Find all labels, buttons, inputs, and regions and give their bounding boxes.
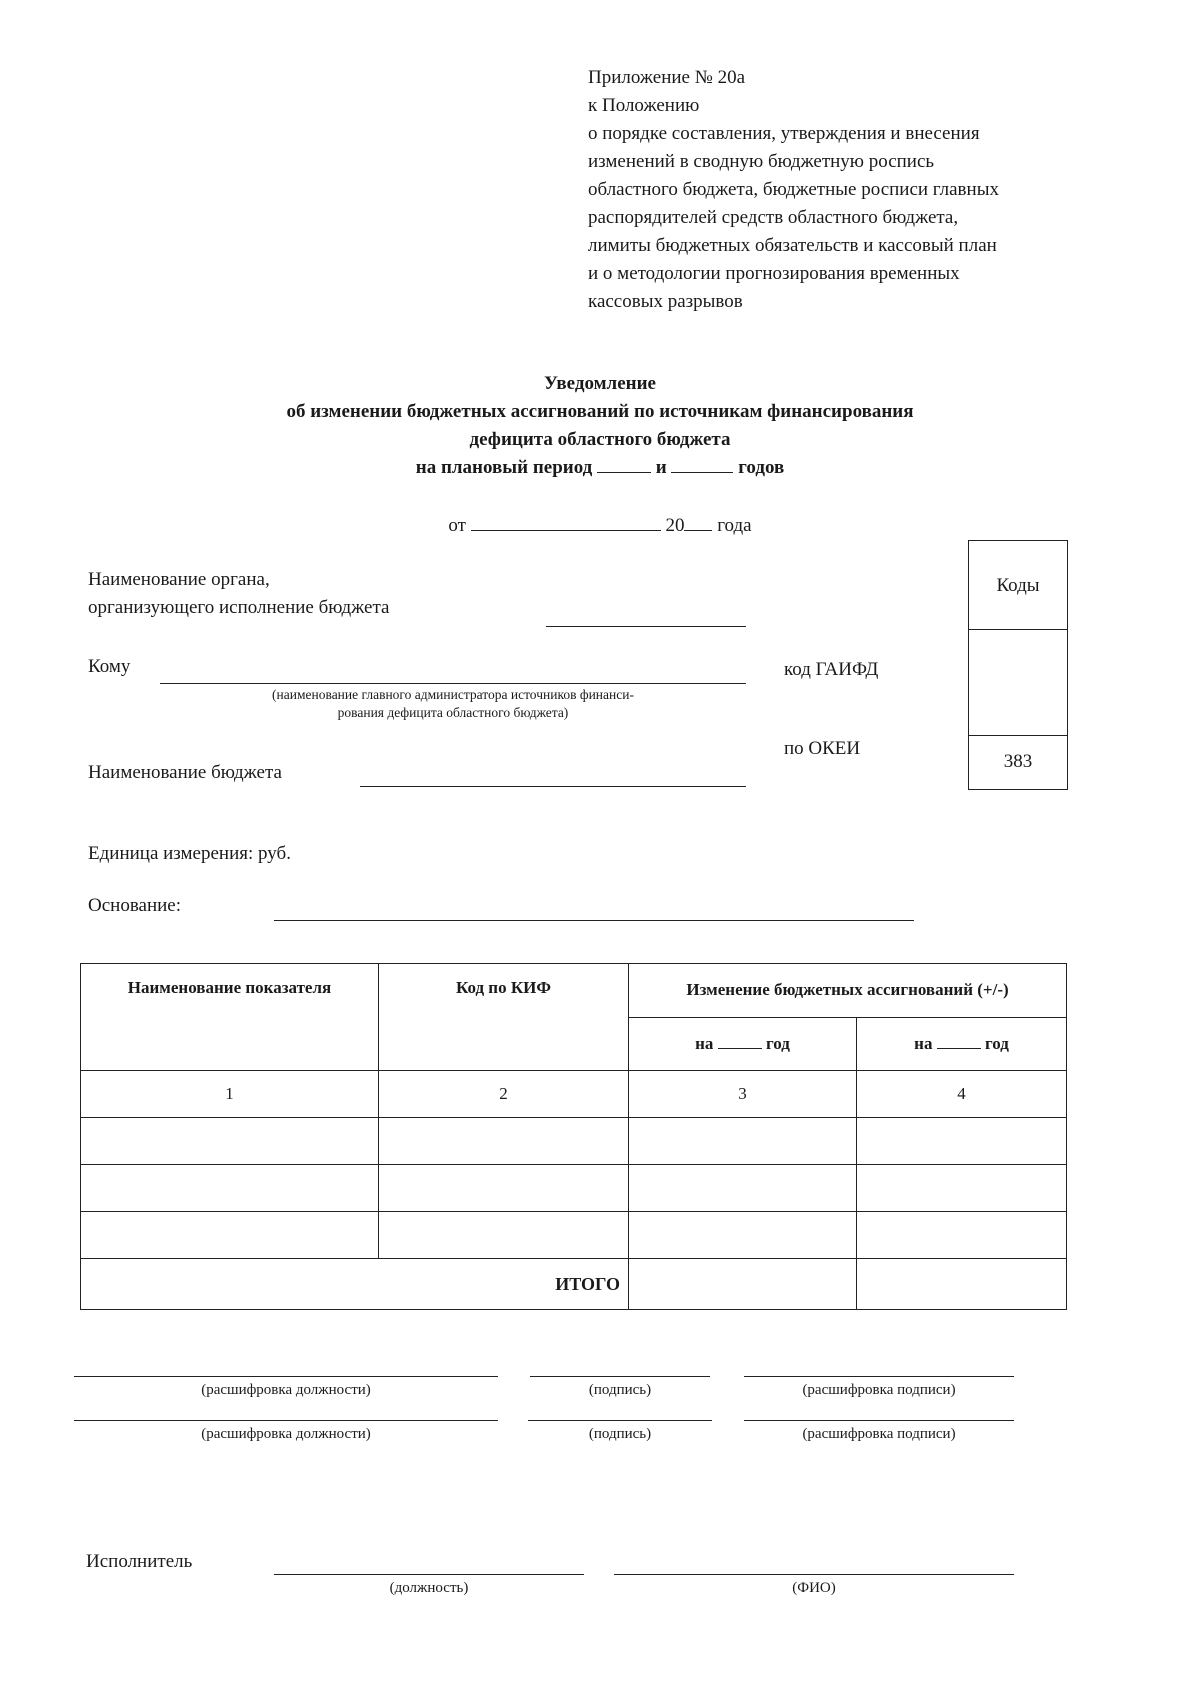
- appendix-line: областного бюджета, бюджетные росписи главных: [588, 179, 999, 200]
- codes-box: [968, 540, 1068, 790]
- table-cell[interactable]: [379, 1118, 629, 1165]
- to-caption-line-2: рования дефицита областного бюджета): [337, 705, 569, 720]
- table-cell[interactable]: [857, 1118, 1067, 1165]
- appendix-line: и о методологии прогнозирования временных: [588, 263, 960, 284]
- executor-position-caption: (должность): [389, 1580, 469, 1596]
- title-line-4: [0, 454, 1200, 482]
- appendix-line: к Положению: [588, 95, 700, 116]
- year-2-na: на: [914, 1033, 933, 1053]
- appendix-line: кассовых разрывов: [588, 291, 743, 312]
- position-line-2[interactable]: [74, 1420, 498, 1421]
- position-caption-1: (расшифровка должности): [201, 1382, 371, 1398]
- executor-fio-line[interactable]: [614, 1574, 1014, 1575]
- table-cell[interactable]: [81, 1212, 379, 1259]
- col-number-1: 1: [81, 1071, 379, 1118]
- date-field[interactable]: [471, 512, 661, 531]
- year-1-na: на: [695, 1033, 714, 1053]
- to-caption: [160, 686, 746, 722]
- col-indicator-header: Наименование показателя: [81, 964, 379, 1071]
- title-line-2: об изменении бюджетных ассигнований по источникам финансирования: [286, 401, 914, 422]
- total-label: ИТОГО: [81, 1259, 629, 1310]
- allocations-table: [80, 963, 1067, 1310]
- to-caption-line-1: (наименование главного администратора источников финанси-: [272, 687, 634, 702]
- table-row: [81, 1165, 1067, 1212]
- to-field[interactable]: [160, 683, 746, 684]
- table-cell[interactable]: [379, 1165, 629, 1212]
- organ-label-line-1: Наименование органа,: [88, 569, 270, 590]
- to-label: Кому: [88, 656, 131, 677]
- date-prefix: от: [448, 515, 466, 536]
- organ-field[interactable]: [546, 626, 746, 627]
- col-year-2-header: [857, 1017, 1067, 1071]
- col-number-3: 3: [629, 1071, 857, 1118]
- appendix-line: о порядке составления, утверждения и внесения: [588, 123, 980, 144]
- column-numbers-row: [81, 1071, 1067, 1118]
- codes-divider: [969, 629, 1067, 630]
- col-number-2: 2: [379, 1071, 629, 1118]
- table-cell[interactable]: [857, 1165, 1067, 1212]
- signature-line-2[interactable]: [528, 1420, 712, 1421]
- position-caption-2: (расшифровка должности): [201, 1426, 371, 1442]
- codes-divider: [969, 735, 1067, 736]
- table-cell[interactable]: [629, 1212, 857, 1259]
- col-kif-header: Код по КИФ: [379, 964, 629, 1071]
- title-line-1: Уведомление: [544, 373, 656, 394]
- table-header-row: [81, 964, 1067, 1018]
- total-year-2-cell[interactable]: [857, 1259, 1067, 1310]
- year-1-god: год: [765, 1033, 790, 1053]
- appendix-line: Приложение № 20а: [588, 67, 746, 88]
- total-year-1-cell[interactable]: [629, 1259, 857, 1310]
- date-line: [0, 512, 1200, 537]
- codes-header: Коды: [996, 575, 1040, 596]
- organ-label: [88, 566, 389, 622]
- date-century: 20: [665, 515, 685, 536]
- table-cell[interactable]: [81, 1165, 379, 1212]
- appendix-line: распорядителей средств областного бюджета,: [588, 207, 959, 228]
- years-label: годов: [738, 457, 785, 478]
- table-row: [81, 1118, 1067, 1165]
- col-number-4: 4: [857, 1071, 1067, 1118]
- table-cell[interactable]: [857, 1212, 1067, 1259]
- basis-field[interactable]: [274, 920, 914, 921]
- executor-label: Исполнитель: [86, 1551, 193, 1572]
- executor-position-line[interactable]: [274, 1574, 584, 1575]
- position-line-1[interactable]: [74, 1376, 498, 1377]
- year-suffix-field[interactable]: [684, 512, 712, 531]
- decode-line-1[interactable]: [744, 1376, 1014, 1377]
- appendix-header: [588, 64, 999, 316]
- planned-period-label: на плановый период: [415, 457, 593, 478]
- unit-label: Единица измерения: руб.: [88, 843, 291, 864]
- table-cell[interactable]: [629, 1165, 857, 1212]
- year-2-field[interactable]: [671, 454, 733, 473]
- col-year-1-header: [629, 1017, 857, 1071]
- okei-label: по ОКЕИ: [784, 738, 861, 759]
- code-gaifd-label: код ГАИФД: [784, 659, 879, 680]
- code-okei-value: 383: [1003, 751, 1033, 772]
- table-cell[interactable]: [379, 1212, 629, 1259]
- year-1-blank[interactable]: [718, 1034, 762, 1049]
- table-cell[interactable]: [629, 1118, 857, 1165]
- date-suffix: года: [717, 515, 752, 536]
- signature-line-1[interactable]: [530, 1376, 710, 1377]
- organ-label-line-2: организующего исполнение бюджета: [88, 597, 390, 618]
- decode-caption-1: (расшифровка подписи): [802, 1382, 956, 1398]
- appendix-line: изменений в сводную бюджетную роспись: [588, 151, 935, 172]
- signature-caption-1: (подпись): [588, 1382, 652, 1398]
- year-1-field[interactable]: [597, 454, 651, 473]
- decode-line-2[interactable]: [744, 1420, 1014, 1421]
- total-row: [81, 1259, 1067, 1310]
- appendix-line: лимиты бюджетных обязательств и кассовый план: [588, 235, 997, 256]
- title-line-3: дефицита областного бюджета: [469, 429, 731, 450]
- document-title: [0, 370, 1200, 482]
- budget-name-field[interactable]: [360, 786, 746, 787]
- executor-fio-caption: (ФИО): [792, 1580, 836, 1596]
- table-cell[interactable]: [81, 1118, 379, 1165]
- year-2-blank[interactable]: [937, 1034, 981, 1049]
- basis-label: Основание:: [88, 895, 182, 916]
- signature-caption-2: (подпись): [588, 1426, 652, 1442]
- budget-name-label: Наименование бюджета: [88, 762, 282, 783]
- and-label: и: [655, 457, 667, 478]
- table-row: [81, 1212, 1067, 1259]
- decode-caption-2: (расшифровка подписи): [802, 1426, 956, 1442]
- col-change-header: Изменение бюджетных ассигнований (+/-): [629, 964, 1067, 1018]
- year-2-god: год: [984, 1033, 1009, 1053]
